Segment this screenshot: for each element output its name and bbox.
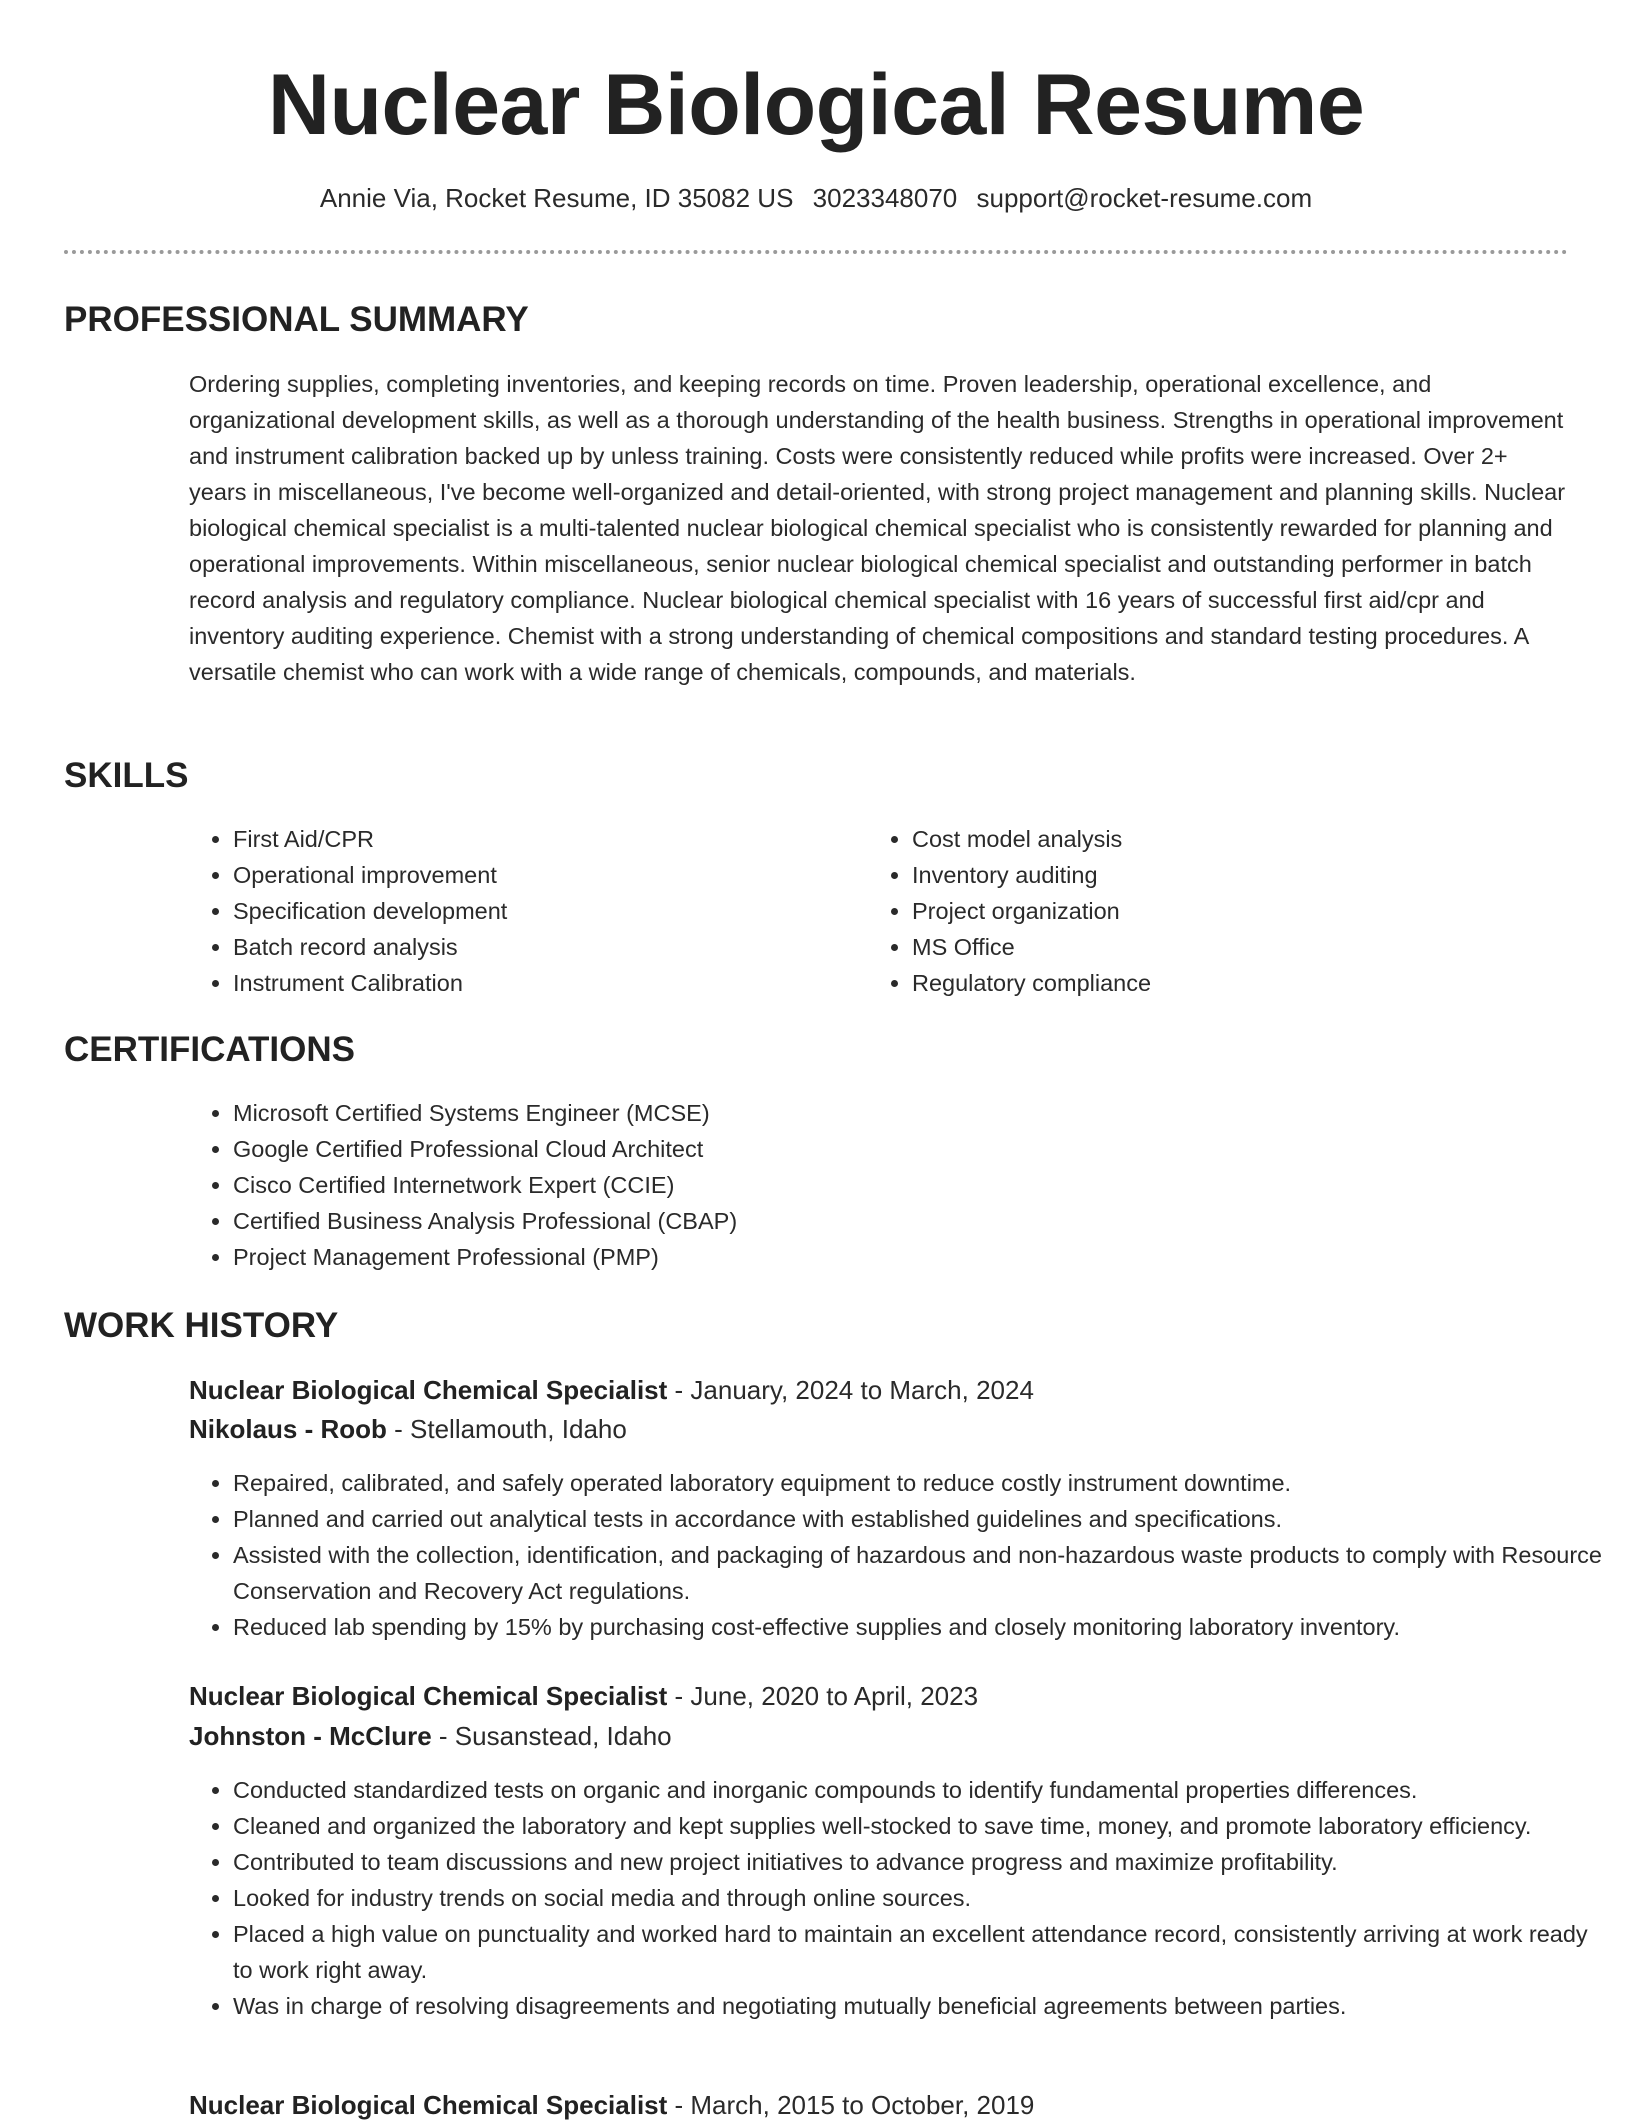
job-title-line [189,2086,1034,2124]
certification-item: • Certified Business Analysis Professional (CBAP) [233,1203,1533,1239]
job-title-line [189,1677,978,1715]
skill-item: • Project organization [912,893,1512,929]
job-location: - Stellamouth, Idaho [386,1414,627,1444]
job-bullet: • Assisted with the collection, identification, and packaging of hazardous and non-hazardous waste products to comply with Resource Conservation and Recovery Act regulations. [233,1537,1613,1609]
certification-item: • Cisco Certified Internetwork Expert (CCIE) [233,1167,1533,1203]
skill-item: • Specification development [233,893,833,929]
certifications-list [189,1095,1533,1275]
job-title: Nuclear Biological Chemical Specialist [189,1375,668,1405]
contact-email: support@rocket-resume.com [976,183,1313,213]
skill-item: • Batch record analysis [233,929,833,965]
job-bullets [189,1465,1613,1645]
job-company: Johnston - McClure [189,1721,432,1751]
job-company: Nikolaus - Roob [189,1414,387,1444]
skills-list-left [189,821,833,1001]
skill-item: • MS Office [912,929,1512,965]
skills-heading: SKILLS [64,756,189,795]
job-bullet: • Cleaned and organized the laboratory and kept supplies well-stocked to save time, money, and promote laboratory efficiency. [233,1808,1613,1844]
header-divider [64,250,1568,254]
certification-item: • Microsoft Certified Systems Engineer (MCSE) [233,1095,1533,1131]
contact-phone: 3023348070 [812,183,958,213]
skill-item: • Inventory auditing [912,857,1512,893]
skill-item: • Operational improvement [233,857,833,893]
job-bullets [189,1772,1613,2024]
skill-item: • Instrument Calibration [233,965,833,1001]
job-bullet: • Repaired, calibrated, and safely operated laboratory equipment to reduce costly instrument downtime. [233,1465,1613,1501]
certifications-heading: CERTIFICATIONS [64,1030,356,1069]
skill-item: • Regulatory compliance [912,965,1512,1001]
job-bullet: • Conducted standardized tests on organic and inorganic compounds to identify fundamental properties differences. [233,1772,1613,1808]
summary-heading: PROFESSIONAL SUMMARY [64,300,529,339]
job-company-line [189,1410,627,1448]
contact-line [0,180,1632,216]
job-bullet: • Placed a high value on punctuality and worked hard to maintain an excellent attendance record, consistently arriving at work ready to work right away. [233,1916,1613,1988]
job-title-line [189,1371,1034,1409]
skills-list-right [868,821,1512,1001]
job-bullet: • Contributed to team discussions and new project initiatives to advance progress and maximize profitability. [233,1844,1613,1880]
contact-address: Annie Via, Rocket Resume, ID 35082 US [319,183,794,213]
job-dates: - June, 2020 to April, 2023 [667,1681,979,1711]
job-bullet: • Was in charge of resolving disagreements and negotiating mutually beneficial agreements between parties. [233,1988,1613,2024]
skill-item: • Cost model analysis [912,821,1512,857]
certification-item: • Project Management Professional (PMP) [233,1239,1533,1275]
job-bullet: • Looked for industry trends on social media and through online sources. [233,1880,1613,1916]
job-dates: - January, 2024 to March, 2024 [667,1375,1034,1405]
skill-item: • First Aid/CPR [233,821,833,857]
job-bullet: • Planned and carried out analytical tests in accordance with established guidelines and specifications. [233,1501,1613,1537]
resume-title: Nuclear Biological Resume [267,57,1365,153]
job-location: - Susanstead, Idaho [431,1721,672,1751]
job-title: Nuclear Biological Chemical Specialist [189,2090,668,2120]
job-title: Nuclear Biological Chemical Specialist [189,1681,668,1711]
job-bullet: • Reduced lab spending by 15% by purchasing cost-effective supplies and closely monitoring laboratory inventory. [233,1609,1613,1645]
certification-item: • Google Certified Professional Cloud Architect [233,1131,1533,1167]
summary-text: Ordering supplies, completing inventories, and keeping records on time. Proven leadership, operational excellence, and organizational development skills, as well as a thorough understanding of the health business. Strengths in operational improvement and instrument calibration backed up by unless training. Costs were consistently reduced while profits were increased. Over 2+ years in miscellaneous, I've become well-organized and detail-oriented, with strong project management and planning skills. Nuclear biological chemical specialist is a multi-talented nuclear biological chemical specialist who is consistently rewarded for planning and operational improvements. Within miscellaneous, senior nuclear biological chemical specialist and outstanding performer in batch record analysis and regulatory compliance. Nuclear biological chemical specialist with 16 years of successful first aid/cpr and inventory auditing experience. Chemist with a strong understanding of chemical compositions and standard testing procedures. A versatile chemist who can work with a wide range of chemicals, compounds, and materials. [189,371,1566,685]
job-dates: - March, 2015 to October, 2019 [667,2090,1035,2120]
job-company-line [189,1717,672,1755]
work-history-heading: WORK HISTORY [64,1306,339,1345]
